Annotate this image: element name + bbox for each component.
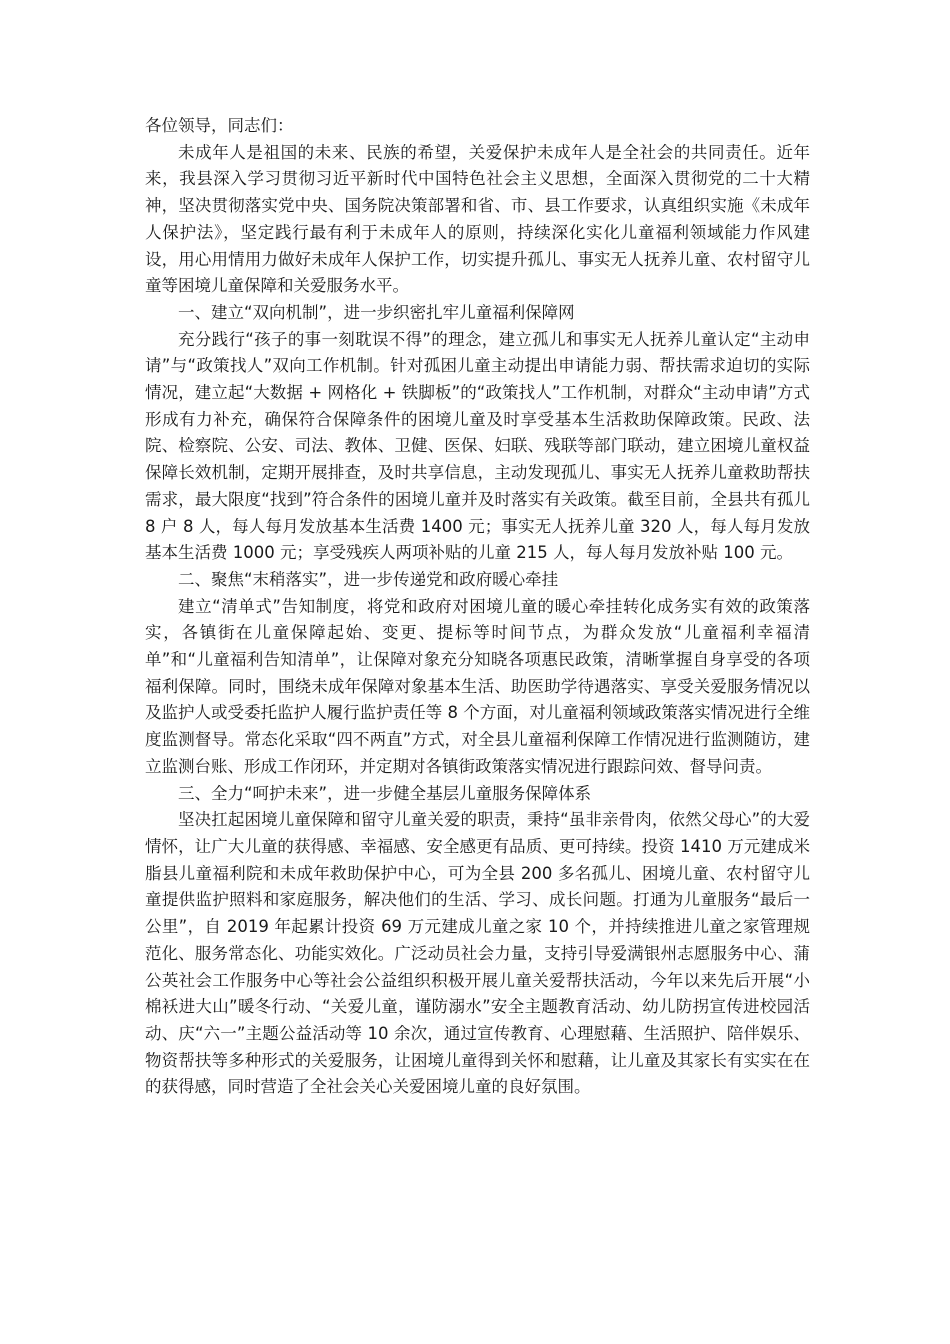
section-heading-2: 二、聚焦“末稍落实”，进一步传递党和政府暖心牵挂 bbox=[178, 569, 559, 589]
section-heading-1: 一、建立“双向机制”，进一步织密扎牢儿童福利保障网 bbox=[178, 302, 575, 322]
section-body-3: 坚决扛起困境儿童保障和留守儿童关爱的职责，秉持“虽非亲骨肉，依然父母心”的大爱情怀，让广大儿童的获得感、幸福感、安全感更有品质、更可持续。投资 1410 万元建成米脂县儿童福利院和未成年救助保护中心，可为全县 200 多名孤儿、困境儿童、农村留守儿童提供监护照料和家庭服务，解决他们的生活、学习、成长问题。打通为儿童服务“最后一公里”，自 2019 年起累计投资 69 万元建成儿童之家 10 个，并持续推进儿童之家管理规范化、服务常态化、功能实效化。广泛动员社会力量，支持引导爱满银州志愿服务中心、蒲公英社会工作服务中心等社会公益组织积极开展儿童关爱帮扶活动，今年以来先后开展“小棉袄进大山”暖冬行动、“关爱儿童，谨防溺水”安全主题教育活动、幼儿防拐宣传进校园活动、庆“六一”主题公益活动等 10 余次，通过宣传教育、心理慰藉、生活照护、陪伴娱乐、物资帮扶等多种形式的关爱服务，让困境儿童得到关怀和慰藉，让儿童及其家长有实实在在的获得感，同时营造了全社会关心关爱困境儿童的良好氛围。 bbox=[145, 810, 810, 1097]
speech-document bbox=[145, 113, 810, 1101]
section-heading-3: 三、全力“呵护未来”，进一步健全基层儿童服务保障体系 bbox=[178, 783, 592, 803]
intro-paragraph: 未成年人是祖国的未来、民族的希望，关爱保护未成年人是全社会的共同责任。近年来，我县深入学习贯彻习近平新时代中国特色社会主义思想，全面深入贯彻党的二十大精神，坚决贯彻落实党中央、国务院决策部署和省、市、县工作要求，认真组织实施《未成年人保护法》，坚定践行最有利于未成年人的原则，持续深化实化儿童福利领域能力作风建设，用心用情用力做好未成年人保护工作，切实提升孤儿、事实无人抚养儿童、农村留守儿童等困境儿童保障和关爱服务水平。 bbox=[145, 142, 810, 296]
section-body-2: 建立“清单式”告知制度，将党和政府对困境儿童的暖心牵挂转化成务实有效的政策落实，各镇街在儿童保障起始、变更、提标等时间节点，为群众发放“儿童福利幸福清单”和“儿童福利告知清单”，让保障对象充分知晓各项惠民政策，清晰掌握自身享受的各项福利保障。同时，围绕未成年保障对象基本生活、助医助学待遇落实、享受关爱服务情况以及监护人或受委托监护人履行监护责任等 8 个方面，对儿童福利领域政策落实情况进行全维度监测督导。常态化采取“四不两直”方式，对全县儿童福利保障工作情况进行监测随访，建立监测台账、形成工作闭环，并定期对各镇街政策落实情况进行跟踪问效、督导问责。 bbox=[145, 596, 810, 776]
section-body-1: 充分践行“孩子的事一刻耽误不得”的理念，建立孤儿和事实无人抚养儿童认定“主动申请”与“政策找人”双向工作机制。针对孤困儿童主动提出申请能力弱、帮扶需求迫切的实际情况，建立起“大数据 + 网格化 + 铁脚板”的“政策找人”工作机制，对群众“主动申请”方式形成有力补充，确保符合保障条件的困境儿童及时享受基本生活救助保障政策。民政、法院、检察院、公安、司法、教体、卫健、医保、妇联、残联等部门联动，建立困境儿童权益保障长效机制，定期开展排查，及时共享信息，主动发现孤儿、事实无人抚养儿童救助帮扶需求，最大限度“找到”符合条件的困境儿童并及时落实有关政策。截至目前，全县共有孤儿 8 户 8 人，每人每月发放基本生活费 1400 元；事实无人抚养儿童 320 人，每人每月发放基本生活费 1000 元；享受残疾人两项补贴的儿童 215 人，每人每月发放补贴 100 元。 bbox=[145, 329, 810, 563]
greeting: 各位领导，同志们： bbox=[145, 116, 294, 135]
